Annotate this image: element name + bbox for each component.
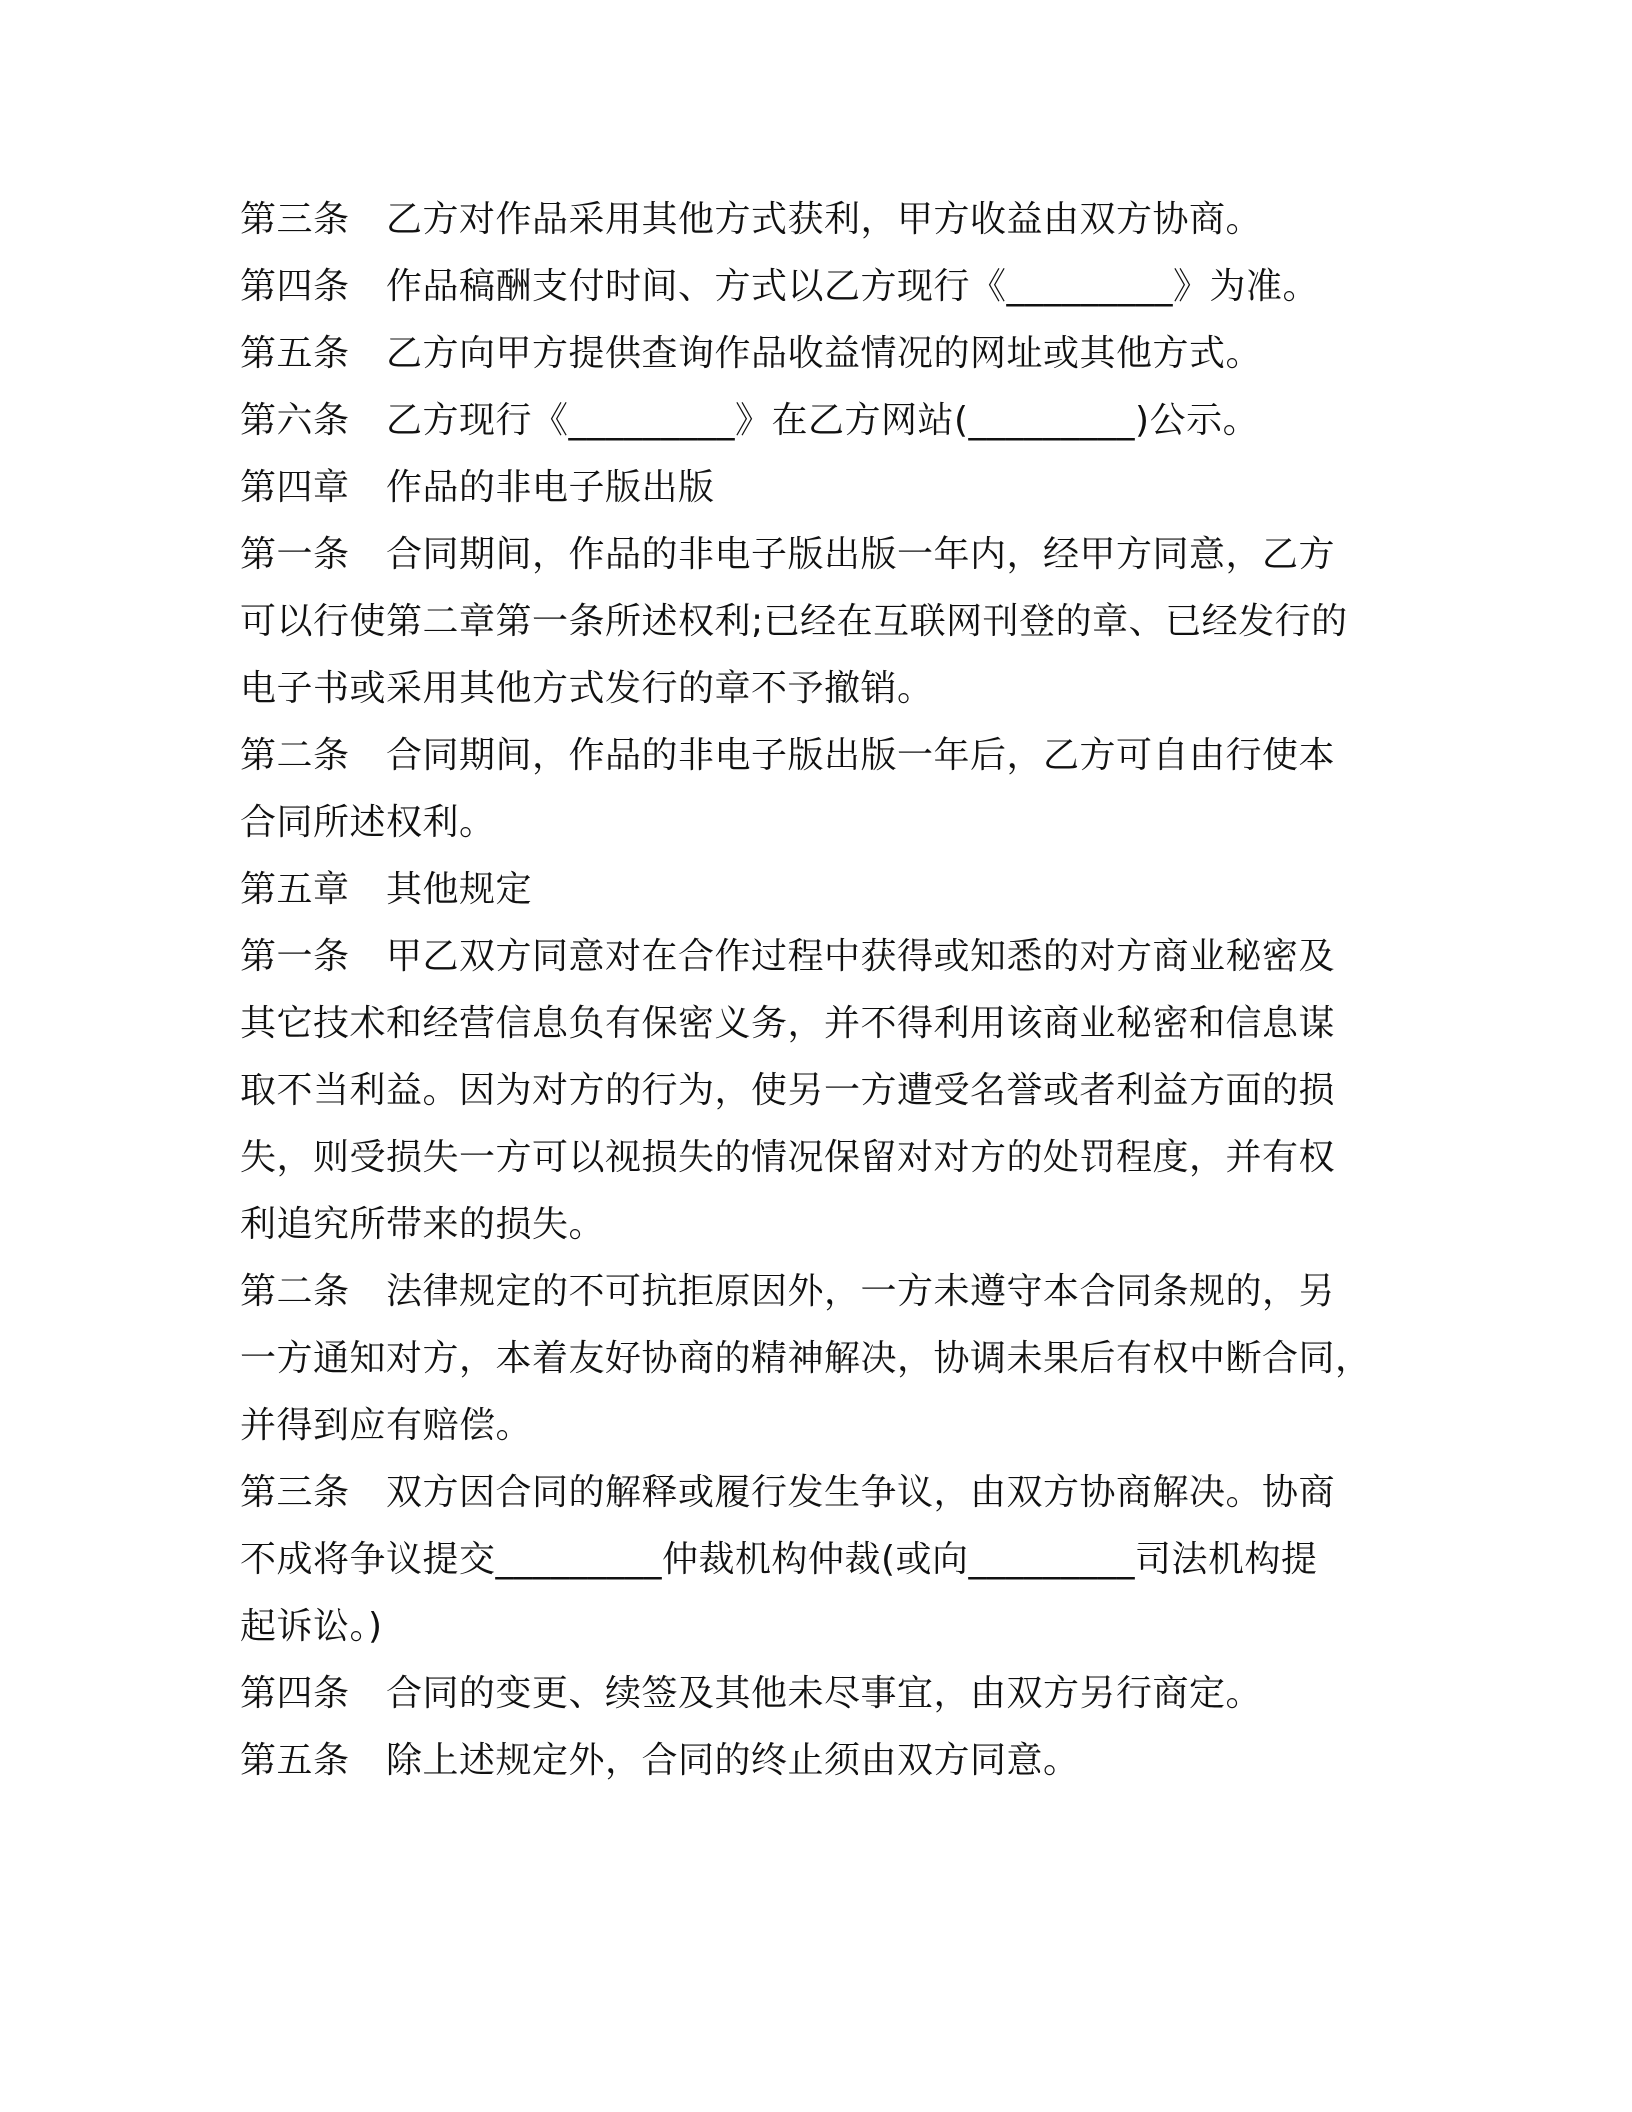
text-line: 第二条 合同期间，作品的非电子版出版一年后，乙方可自由行使本 bbox=[240, 735, 1336, 776]
text-line: 其它技术和经营信息负有保密义务，并不得利用该商业秘密和信息谋 bbox=[240, 1003, 1336, 1044]
text-line: 第三条 双方因合同的解释或履行发生争议，由双方协商解决。协商 bbox=[240, 1472, 1336, 1513]
text-line: 第一条 合同期间，作品的非电子版出版一年内，经甲方同意，乙方 bbox=[240, 534, 1336, 575]
text-line: 第四条 合同的变更、续签及其他未尽事宜，由双方另行商定。 bbox=[240, 1673, 1263, 1714]
text-line: 利追究所带来的损失。 bbox=[240, 1204, 606, 1245]
text-line: 合同所述权利。 bbox=[240, 802, 496, 843]
chapter-heading: 第五章 其他规定 bbox=[240, 869, 533, 910]
text-line: 一方通知对方，本着友好协商的精神解决，协调未果后有权中断合同， bbox=[240, 1338, 1372, 1379]
text-line: 取不当利益。因为对方的行为，使另一方遭受名誉或者利益方面的损 bbox=[240, 1070, 1336, 1111]
text-line: 第二条 法律规定的不可抗拒原因外，一方未遵守本合同条规的，另 bbox=[240, 1271, 1336, 1312]
text-line: 第五条 乙方向甲方提供查询作品收益情况的网址或其他方式。 bbox=[240, 333, 1263, 374]
text-line: 第四条 作品稿酬支付时间、方式以乙方现行《_________》为准。 bbox=[240, 266, 1320, 307]
text-line: 第六条 乙方现行《_________》在乙方网站(_________)公示。 bbox=[240, 400, 1260, 441]
text-line: 可以行使第二章第一条所述权利;已经在互联网刊登的章、已经发行的 bbox=[240, 601, 1348, 642]
text-line: 第三条 乙方对作品采用其他方式获利，甲方收益由双方协商。 bbox=[240, 199, 1263, 240]
text-line: 第五条 除上述规定外，合同的终止须由双方同意。 bbox=[240, 1740, 1080, 1781]
text-line: 起诉讼。) bbox=[240, 1606, 383, 1647]
text-line: 失，则受损失一方可以视损失的情况保留对对方的处罚程度，并有权 bbox=[240, 1137, 1336, 1178]
contract-text bbox=[240, 186, 1390, 1794]
chapter-heading: 第四章 作品的非电子版出版 bbox=[240, 467, 715, 508]
text-line: 电子书或采用其他方式发行的章不予撤销。 bbox=[240, 668, 934, 709]
text-line: 并得到应有赔偿。 bbox=[240, 1405, 533, 1446]
text-line: 不成将争议提交_________仲裁机构仲裁(或向_________司法机构提 bbox=[240, 1539, 1318, 1580]
text-line: 第一条 甲乙双方同意对在合作过程中获得或知悉的对方商业秘密及 bbox=[240, 936, 1336, 977]
